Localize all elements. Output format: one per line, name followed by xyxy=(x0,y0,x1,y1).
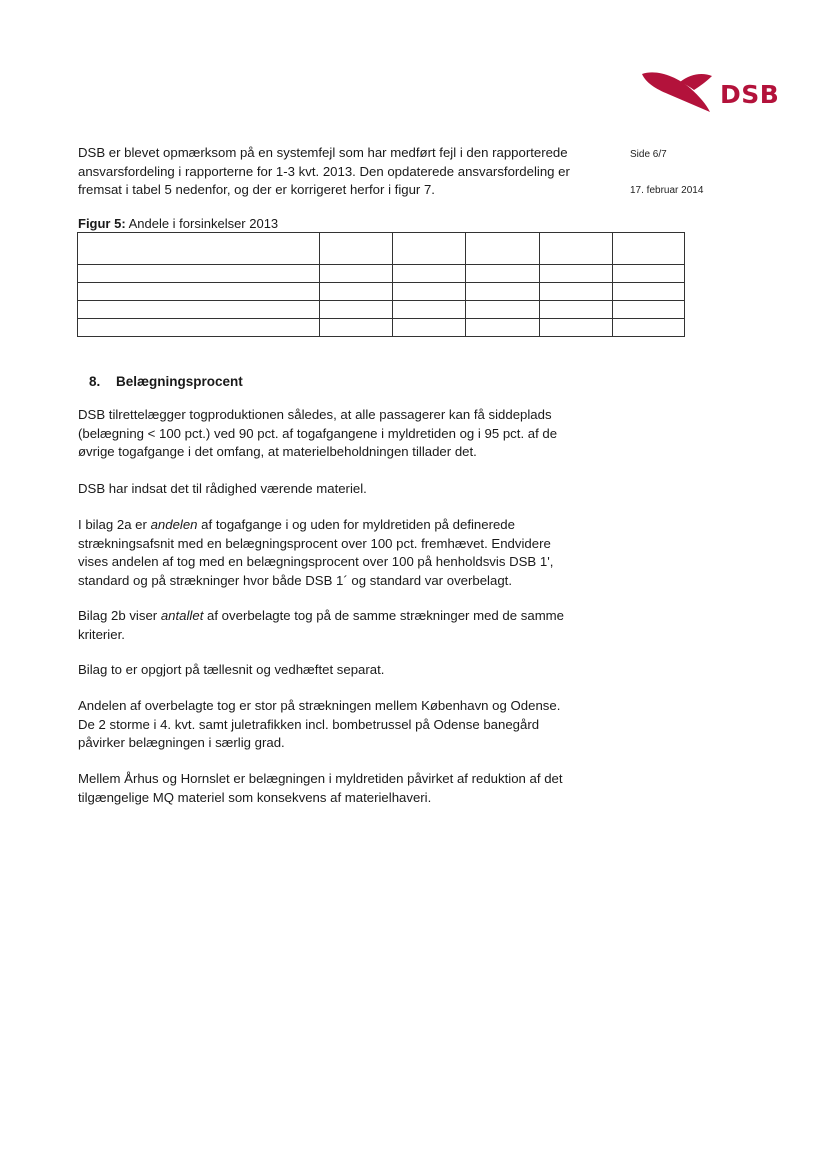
paragraph xyxy=(78,516,598,590)
table-cell xyxy=(393,283,466,301)
text-run: Bilag 2b viser xyxy=(78,608,161,623)
section-title: Belægningsprocent xyxy=(116,374,243,389)
page-number: Side 6/7 xyxy=(630,149,667,160)
paragraph xyxy=(78,770,598,807)
table-row xyxy=(78,283,685,301)
paragraph-line: vises andelen af tog med en belægningsprocent over 100 på henholdsvis DSB 1', xyxy=(78,554,554,569)
paragraph-line: kriterier. xyxy=(78,626,125,642)
dsb-logo-text: DSB xyxy=(720,80,780,109)
table-cell xyxy=(540,265,613,283)
table-cell xyxy=(613,233,685,265)
table-cell xyxy=(78,283,320,301)
dsb-logo-mark-icon xyxy=(640,70,720,116)
section-number: 8. xyxy=(89,374,101,389)
paragraph xyxy=(78,406,598,462)
paragraph-line: Bilag to er opgjort på tællesnit og vedhæftet separat. xyxy=(78,662,385,677)
table-cell xyxy=(540,233,613,265)
text-run: I bilag 2a er xyxy=(78,517,151,532)
table-cell xyxy=(613,301,685,319)
section-heading xyxy=(89,374,243,389)
paragraph-line: strækningsafsnit med en belægningsprocent over 100 pct. fremhævet. Endvidere xyxy=(78,535,551,551)
document-date: 17. februar 2014 xyxy=(630,185,704,196)
paragraph-line xyxy=(78,607,598,626)
table-cell xyxy=(320,265,393,283)
table-cell xyxy=(393,233,466,265)
paragraph xyxy=(78,607,598,644)
table-cell xyxy=(78,319,320,337)
emphasis-text: andelen xyxy=(150,517,198,532)
table-cell xyxy=(320,283,393,301)
paragraph-line: påvirker belægningen i særlig grad. xyxy=(78,735,285,750)
paragraph-line: DSB har indsat det til rådighed værende materiel. xyxy=(78,481,367,496)
paragraph xyxy=(78,661,598,680)
paragraph-line: standard og på strækninger hvor både DSB 1´ og standard var overbelagt. xyxy=(78,572,512,588)
figure-label: Figur 5: xyxy=(78,216,126,231)
table-cell xyxy=(78,233,320,265)
paragraph-line: Mellem Århus og Hornslet er belægningen i myldretiden påvirket af reduktion af det xyxy=(78,771,563,786)
table-cell xyxy=(320,319,393,337)
text-run: af overbelagte tog på de samme strækninger med de samme xyxy=(203,608,565,623)
paragraph-line: øvrige togafgange i det omfang, at materielbeholdningen tillader det. xyxy=(78,444,477,459)
table-cell xyxy=(466,265,540,283)
table-row xyxy=(78,319,685,337)
intro-line: ansvarsfordeling i rapporterne for 1-3 kvt. 2013. Den opdaterede ansvarsfordeling er xyxy=(78,163,570,179)
paragraph-line: tilgængelige MQ materiel som konsekvens af materielhaveri. xyxy=(78,789,432,805)
table-cell xyxy=(466,283,540,301)
table-cell xyxy=(613,265,685,283)
table-cell xyxy=(466,301,540,319)
emphasis-text: antallet xyxy=(160,608,204,623)
dsb-logo xyxy=(640,70,786,116)
figure-title: Andele i forsinkelser 2013 xyxy=(128,216,279,231)
table-cell xyxy=(393,265,466,283)
paragraph-line: Andelen af overbelagte tog er stor på strækningen mellem København og Odense. xyxy=(78,698,561,713)
figure-caption xyxy=(78,216,278,231)
table-row xyxy=(78,265,685,283)
figure-table xyxy=(77,232,685,337)
intro-line: fremsat i tabel 5 nedenfor, og der er korrigeret herfor i figur 7. xyxy=(78,182,435,197)
table-cell xyxy=(320,301,393,319)
paragraph xyxy=(78,697,598,753)
table-cell xyxy=(78,301,320,319)
table-cell xyxy=(393,301,466,319)
table-row xyxy=(78,233,685,265)
table-cell xyxy=(613,319,685,337)
table-cell xyxy=(540,283,613,301)
intro-paragraph xyxy=(78,144,598,200)
table-cell xyxy=(466,233,540,265)
table-cell xyxy=(613,283,685,301)
paragraph xyxy=(78,480,598,499)
paragraph-line: (belægning < 100 pct.) ved 90 pct. af togafgangene i myldretiden og i 95 pct. af de xyxy=(78,425,558,441)
table-row xyxy=(78,301,685,319)
table-cell xyxy=(466,319,540,337)
table-cell xyxy=(78,265,320,283)
intro-line: DSB er blevet opmærksom på en systemfejl som har medført fejl i den rapporterede xyxy=(78,145,568,160)
table-cell xyxy=(540,301,613,319)
table-cell xyxy=(540,319,613,337)
paragraph-line: DSB tilrettelægger togproduktionen således, at alle passagerer kan få siddeplads xyxy=(78,407,552,422)
table-cell xyxy=(393,319,466,337)
paragraph-line xyxy=(78,516,598,535)
table-cell xyxy=(320,233,393,265)
paragraph-line: De 2 storme i 4. kvt. samt juletrafikken incl. bombetrussel på Odense banegård xyxy=(78,716,540,732)
text-run: af togafgange i og uden for myldretiden på definerede xyxy=(197,517,515,532)
